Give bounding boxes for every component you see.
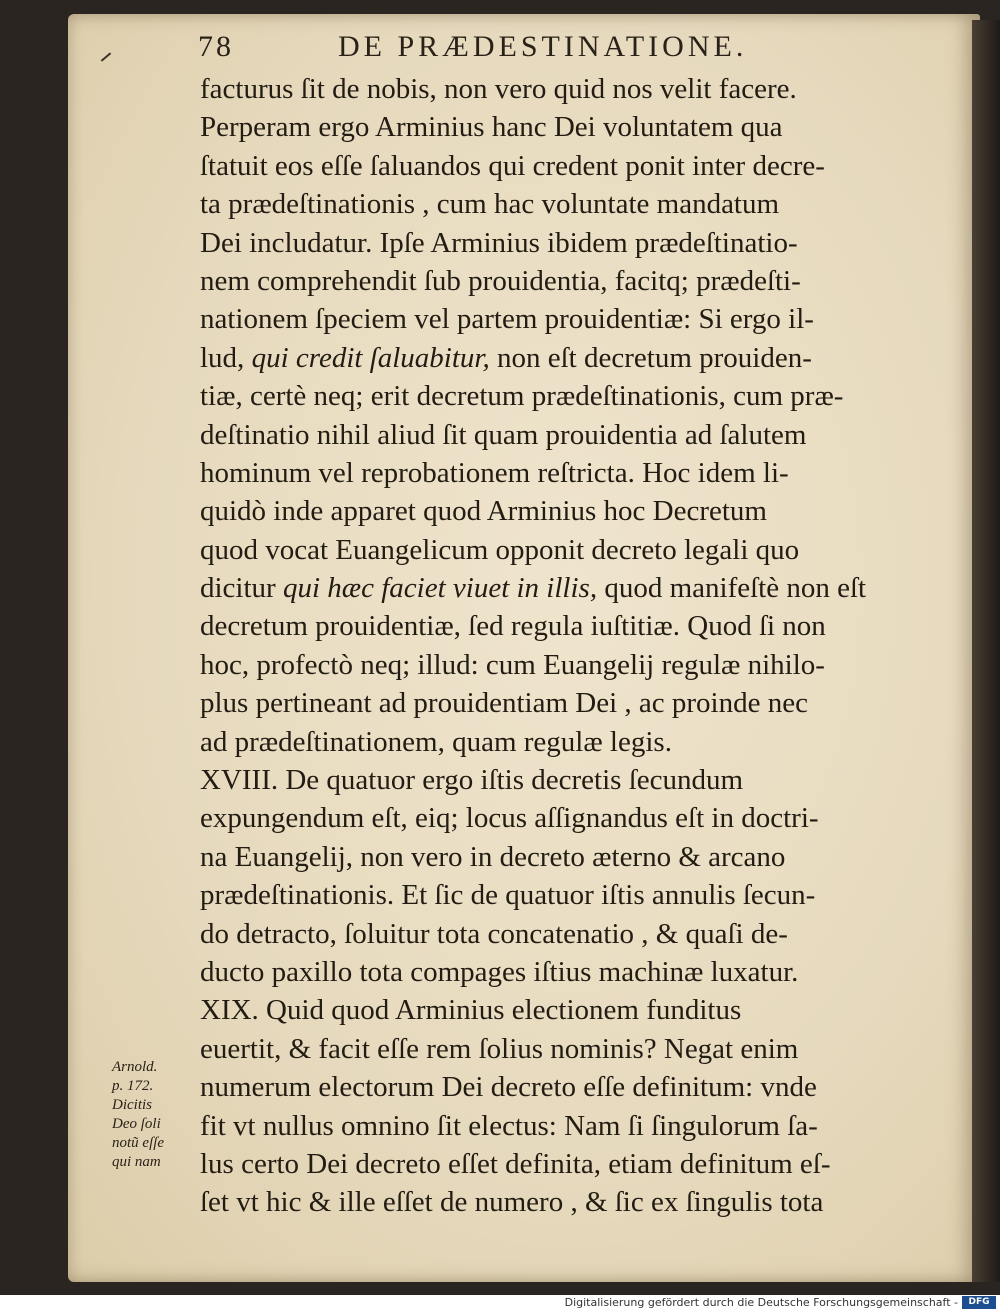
text-line bbox=[200, 1107, 900, 1145]
text-span: non eſt decretum prouiden- bbox=[489, 341, 812, 374]
text-line bbox=[200, 953, 900, 991]
text-span: Dei includatur. Ipſe Arminius ibidem prædeſtinatio- bbox=[200, 226, 798, 259]
text-span: hominum vel reprobationem reſtricta. Hoc idem li- bbox=[200, 456, 789, 489]
text-span: quod manifeſtè non eſt bbox=[597, 572, 867, 605]
text-line bbox=[200, 915, 900, 953]
text-line bbox=[200, 492, 900, 530]
footer-credit: Digitalisierung gefördert durch die Deutsche Forschungsgemeinschaft - bbox=[564, 1296, 958, 1309]
text-line bbox=[200, 607, 900, 645]
text-span: decretum prouidentiæ, ſed regula iuſtitiæ. Quod ſi non bbox=[200, 610, 826, 643]
text-line bbox=[200, 185, 900, 223]
text-line bbox=[200, 531, 900, 569]
text-span: numerum electorum Dei decreto eſſe definitum: vnde bbox=[200, 1071, 817, 1104]
text-line bbox=[200, 108, 900, 146]
margin-note: qui nam bbox=[112, 1154, 161, 1170]
body-text bbox=[200, 70, 900, 1222]
text-span: dicitur bbox=[200, 572, 283, 605]
text-line bbox=[200, 876, 900, 914]
text-span: XIX. Quid quod Arminius electionem funditus bbox=[200, 994, 742, 1027]
running-header bbox=[198, 30, 798, 70]
text-span: ſtatuit eos eſſe ſaluandos qui credent ponit inter decre- bbox=[200, 149, 825, 182]
margin-note: Dicitis bbox=[112, 1097, 152, 1113]
text-span: quod vocat Euangelicum opponit decreto legali quo bbox=[200, 533, 800, 566]
margin-notes bbox=[112, 1058, 202, 1172]
text-line bbox=[200, 1183, 900, 1221]
text-span: hoc, profectò neq; illud: cum Euangelij regulæ nihilo- bbox=[200, 648, 825, 681]
text-span: ta prædeſtinationis , cum hac voluntate mandatum bbox=[200, 188, 780, 221]
margin-note: Arnold. bbox=[112, 1059, 158, 1075]
text-span: plus pertineant ad prouidentiam Dei , ac proinde nec bbox=[200, 687, 808, 720]
text-line bbox=[200, 838, 900, 876]
text-span: ducto paxillo tota compages iſtius machinæ luxatur. bbox=[200, 955, 799, 988]
text-line bbox=[200, 761, 900, 799]
text-line bbox=[200, 1068, 900, 1106]
text-span: deſtinatio nihil aliud ſit quam prouidentia ad ſalutem bbox=[200, 418, 807, 451]
text-line bbox=[200, 300, 900, 338]
text-span: Perperam ergo Arminius hanc Dei voluntatem qua bbox=[200, 111, 783, 144]
text-span: ſet vt hic & ille eſſet de numero , & ſic ex ſingulis tota bbox=[200, 1186, 824, 1219]
text-span: fit vt nullus omnino ſit electus: Nam ſi ſingulorum ſa- bbox=[200, 1109, 818, 1142]
text-span: XVIII. De quatuor ergo iſtis decretis ſecundum bbox=[200, 764, 744, 797]
text-span: nationem ſpeciem vel partem prouidentiæ: Si ergo il- bbox=[200, 303, 814, 336]
text-line bbox=[200, 723, 900, 761]
text-line bbox=[200, 147, 900, 185]
footer-bar bbox=[0, 1295, 1000, 1311]
page-edge bbox=[972, 20, 1000, 1282]
text-line bbox=[200, 646, 900, 684]
italic-quote: qui credit ſaluabitur, bbox=[251, 341, 490, 374]
text-line bbox=[200, 569, 900, 607]
text-span: ad prædeſtinationem, quam regulæ legis. bbox=[200, 725, 672, 758]
text-line bbox=[200, 339, 900, 377]
text-line bbox=[200, 262, 900, 300]
text-line bbox=[200, 224, 900, 262]
text-span: euertit, & facit eſſe rem ſolius nominis? Negat enim bbox=[200, 1032, 799, 1065]
text-line bbox=[200, 454, 900, 492]
text-span: lud, bbox=[200, 341, 252, 374]
italic-quote: qui hæc faciet viuet in illis, bbox=[282, 572, 598, 605]
text-line bbox=[200, 70, 900, 108]
text-line bbox=[200, 416, 900, 454]
text-line bbox=[200, 1030, 900, 1068]
dfg-logo: DFG bbox=[962, 1296, 996, 1309]
text-span: tiæ, certè neq; erit decretum prædeſtinationis, cum præ- bbox=[200, 380, 844, 413]
text-line bbox=[200, 799, 900, 837]
text-line bbox=[200, 377, 900, 415]
text-span: na Euangelij, non vero in decreto æterno & arcano bbox=[200, 840, 786, 873]
text-span: prædeſtinationis. Et ſic de quatuor iſtis annulis ſecun- bbox=[200, 879, 816, 912]
running-title: DE PRÆDESTINATIONE. bbox=[338, 30, 748, 63]
text-line bbox=[200, 684, 900, 722]
margin-note: notũ eſſe bbox=[112, 1135, 165, 1151]
text-span: quidò inde apparet quod Arminius hoc Decretum bbox=[200, 495, 767, 528]
text-span: expungendum eſt, eiq; locus aſſignandus eſt in doctri- bbox=[200, 802, 819, 835]
margin-note: Deo ſoli bbox=[112, 1116, 161, 1132]
margin-note: p. 172. bbox=[112, 1078, 154, 1094]
text-line bbox=[200, 1145, 900, 1183]
text-span: do detracto, ſoluitur tota concatenatio , & quaſi de- bbox=[200, 917, 788, 950]
text-line bbox=[200, 991, 900, 1029]
text-span: nem comprehendit ſub prouidentia, facitq; prædeſti- bbox=[200, 264, 801, 297]
page-number: 78 bbox=[198, 30, 234, 63]
text-span: lus certo Dei decreto eſſet definita, etiam definitum eſ- bbox=[200, 1147, 831, 1180]
text-span: facturus ſit de nobis, non vero quid nos velit facere. bbox=[200, 73, 797, 105]
